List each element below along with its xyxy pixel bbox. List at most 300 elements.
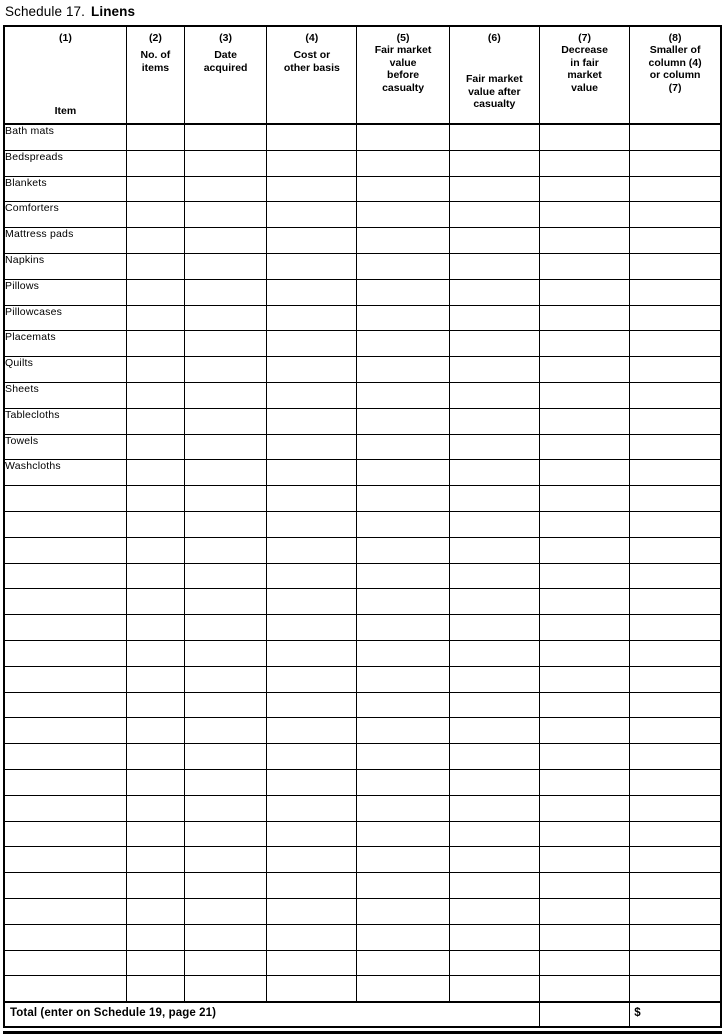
- value-cell-col7[interactable]: [539, 821, 629, 847]
- value-cell-col8[interactable]: [630, 795, 721, 821]
- value-cell-col3[interactable]: [184, 924, 266, 950]
- value-cell-col3[interactable]: [184, 176, 266, 202]
- value-cell-col6[interactable]: [449, 873, 539, 899]
- value-cell-col8[interactable]: [630, 511, 721, 537]
- value-cell-col6[interactable]: [449, 253, 539, 279]
- value-cell-col2[interactable]: [126, 744, 184, 770]
- value-cell-col2[interactable]: [126, 795, 184, 821]
- value-cell-col2[interactable]: [126, 486, 184, 512]
- column-header-6: [449, 26, 539, 124]
- table-row: [4, 202, 721, 228]
- value-cell-col5[interactable]: [357, 486, 449, 512]
- value-cell-col5[interactable]: [357, 253, 449, 279]
- value-cell-col3[interactable]: [184, 640, 266, 666]
- value-cell-col5[interactable]: [357, 821, 449, 847]
- value-cell-col7[interactable]: [539, 460, 629, 486]
- value-cell-col4[interactable]: [267, 692, 357, 718]
- value-cell-col4[interactable]: [267, 150, 357, 176]
- value-cell-col8[interactable]: [630, 176, 721, 202]
- value-cell-col2[interactable]: [126, 976, 184, 1002]
- value-cell-col7[interactable]: [539, 408, 629, 434]
- value-cell-col4[interactable]: [267, 950, 357, 976]
- value-cell-col2[interactable]: [126, 228, 184, 254]
- value-cell-col5[interactable]: [357, 847, 449, 873]
- value-cell-col3[interactable]: [184, 692, 266, 718]
- value-cell-col8[interactable]: [630, 124, 721, 150]
- value-cell-col7[interactable]: [539, 847, 629, 873]
- value-cell-col5[interactable]: [357, 124, 449, 150]
- value-cell-col8[interactable]: [630, 589, 721, 615]
- value-cell-col8[interactable]: [630, 924, 721, 950]
- value-cell-col2[interactable]: [126, 898, 184, 924]
- value-cell-col7[interactable]: [539, 279, 629, 305]
- value-cell-col8[interactable]: [630, 331, 721, 357]
- value-cell-col5[interactable]: [357, 718, 449, 744]
- value-cell-col7[interactable]: [539, 795, 629, 821]
- value-cell-col3[interactable]: [184, 124, 266, 150]
- value-cell-col6[interactable]: [449, 511, 539, 537]
- value-cell-col8[interactable]: [630, 873, 721, 899]
- value-cell-col5[interactable]: [357, 589, 449, 615]
- value-cell-col4[interactable]: [267, 331, 357, 357]
- value-cell-col4[interactable]: [267, 718, 357, 744]
- value-cell-col2[interactable]: [126, 408, 184, 434]
- item-cell[interactable]: [4, 795, 126, 821]
- value-cell-col7[interactable]: [539, 434, 629, 460]
- value-cell-col3[interactable]: [184, 382, 266, 408]
- value-cell-col6[interactable]: [449, 769, 539, 795]
- value-cell-col8[interactable]: [630, 460, 721, 486]
- value-cell-col2[interactable]: [126, 692, 184, 718]
- value-cell-col4[interactable]: [267, 537, 357, 563]
- column-label-2: No. of items: [140, 49, 171, 74]
- table-row: [4, 537, 721, 563]
- item-cell[interactable]: [4, 537, 126, 563]
- value-cell-col2[interactable]: [126, 202, 184, 228]
- value-cell-col4[interactable]: [267, 279, 357, 305]
- value-cell-col2[interactable]: [126, 847, 184, 873]
- value-cell-col4[interactable]: [267, 976, 357, 1002]
- value-cell-col7[interactable]: [539, 357, 629, 383]
- value-cell-col6[interactable]: [449, 124, 539, 150]
- value-cell-col3[interactable]: [184, 769, 266, 795]
- value-cell-col7[interactable]: [539, 511, 629, 537]
- value-cell-col5[interactable]: [357, 640, 449, 666]
- value-cell-col8[interactable]: [630, 847, 721, 873]
- value-cell-col3[interactable]: [184, 305, 266, 331]
- column-number-2: (2): [148, 32, 162, 44]
- value-cell-col2[interactable]: [126, 253, 184, 279]
- value-cell-col3[interactable]: [184, 202, 266, 228]
- value-cell-col5[interactable]: [357, 924, 449, 950]
- value-cell-col2[interactable]: [126, 460, 184, 486]
- value-cell-col2[interactable]: [126, 434, 184, 460]
- item-cell[interactable]: [4, 847, 126, 873]
- table-row: [4, 795, 721, 821]
- value-cell-col7[interactable]: [539, 718, 629, 744]
- value-cell-col4[interactable]: [267, 640, 357, 666]
- value-cell-col4[interactable]: [267, 769, 357, 795]
- value-cell-col3[interactable]: [184, 279, 266, 305]
- value-cell-col8[interactable]: [630, 976, 721, 1002]
- item-cell[interactable]: [4, 821, 126, 847]
- value-cell-col8[interactable]: [630, 898, 721, 924]
- value-cell-col6[interactable]: [449, 589, 539, 615]
- value-cell-col6[interactable]: [449, 666, 539, 692]
- value-cell-col8[interactable]: [630, 253, 721, 279]
- value-cell-col3[interactable]: [184, 795, 266, 821]
- currency-symbol: $: [634, 1007, 641, 1020]
- value-cell-col2[interactable]: [126, 821, 184, 847]
- value-cell-col3[interactable]: [184, 228, 266, 254]
- value-cell-col7[interactable]: [539, 150, 629, 176]
- total-blank-cell[interactable]: [539, 1002, 629, 1027]
- value-cell-col2[interactable]: [126, 769, 184, 795]
- value-cell-col7[interactable]: [539, 124, 629, 150]
- value-cell-col8[interactable]: [630, 486, 721, 512]
- item-cell[interactable]: [4, 563, 126, 589]
- value-cell-col7[interactable]: [539, 615, 629, 641]
- value-cell-col4[interactable]: [267, 357, 357, 383]
- value-cell-col3[interactable]: [184, 898, 266, 924]
- value-cell-col8[interactable]: [630, 666, 721, 692]
- item-cell[interactable]: [4, 769, 126, 795]
- item-cell[interactable]: [4, 511, 126, 537]
- value-cell-col6[interactable]: [449, 615, 539, 641]
- value-cell-col7[interactable]: [539, 176, 629, 202]
- value-cell-col8[interactable]: [630, 150, 721, 176]
- value-cell-col3[interactable]: [184, 253, 266, 279]
- value-cell-col7[interactable]: [539, 873, 629, 899]
- value-cell-col8[interactable]: [630, 279, 721, 305]
- value-cell-col3[interactable]: [184, 150, 266, 176]
- value-cell-col7[interactable]: [539, 331, 629, 357]
- value-cell-col8[interactable]: [630, 615, 721, 641]
- value-cell-col5[interactable]: [357, 769, 449, 795]
- value-cell-col7[interactable]: [539, 924, 629, 950]
- item-cell[interactable]: [4, 666, 126, 692]
- value-cell-col5[interactable]: [357, 898, 449, 924]
- value-cell-col2[interactable]: [126, 615, 184, 641]
- value-cell-col2[interactable]: [126, 124, 184, 150]
- value-cell-col5[interactable]: [357, 563, 449, 589]
- value-cell-col3[interactable]: [184, 331, 266, 357]
- value-cell-col7[interactable]: [539, 382, 629, 408]
- value-cell-col4[interactable]: [267, 228, 357, 254]
- value-cell-col7[interactable]: [539, 253, 629, 279]
- column-header-3: [184, 26, 266, 124]
- value-cell-col4[interactable]: [267, 124, 357, 150]
- value-cell-col8[interactable]: [630, 640, 721, 666]
- value-cell-col5[interactable]: [357, 950, 449, 976]
- table-row: [4, 847, 721, 873]
- item-cell[interactable]: Placemats: [4, 331, 126, 357]
- value-cell-col7[interactable]: [539, 305, 629, 331]
- value-cell-col4[interactable]: [267, 460, 357, 486]
- item-cell[interactable]: [4, 718, 126, 744]
- value-cell-col5[interactable]: [357, 279, 449, 305]
- item-cell[interactable]: Sheets: [4, 382, 126, 408]
- item-cell[interactable]: Quilts: [4, 357, 126, 383]
- item-cell[interactable]: Napkins: [4, 253, 126, 279]
- value-cell-col3[interactable]: [184, 976, 266, 1002]
- value-cell-col6[interactable]: [449, 202, 539, 228]
- value-cell-col3[interactable]: [184, 615, 266, 641]
- value-cell-col4[interactable]: [267, 434, 357, 460]
- value-cell-col3[interactable]: [184, 357, 266, 383]
- value-cell-col4[interactable]: [267, 847, 357, 873]
- item-cell[interactable]: [4, 640, 126, 666]
- item-cell[interactable]: Tablecloths: [4, 408, 126, 434]
- value-cell-col5[interactable]: [357, 537, 449, 563]
- value-cell-col5[interactable]: [357, 873, 449, 899]
- value-cell-col8[interactable]: [630, 692, 721, 718]
- value-cell-col3[interactable]: [184, 589, 266, 615]
- value-cell-col3[interactable]: [184, 511, 266, 537]
- item-cell[interactable]: [4, 924, 126, 950]
- value-cell-col2[interactable]: [126, 511, 184, 537]
- value-cell-col5[interactable]: [357, 228, 449, 254]
- value-cell-col6[interactable]: [449, 382, 539, 408]
- value-cell-col2[interactable]: [126, 924, 184, 950]
- value-cell-col6[interactable]: [449, 357, 539, 383]
- value-cell-col3[interactable]: [184, 821, 266, 847]
- value-cell-col6[interactable]: [449, 176, 539, 202]
- value-cell-col3[interactable]: [184, 434, 266, 460]
- item-cell[interactable]: Towels: [4, 434, 126, 460]
- table-row: [4, 589, 721, 615]
- value-cell-col8[interactable]: [630, 821, 721, 847]
- value-cell-col7[interactable]: [539, 976, 629, 1002]
- value-cell-col6[interactable]: [449, 795, 539, 821]
- item-cell[interactable]: [4, 692, 126, 718]
- value-cell-col4[interactable]: [267, 176, 357, 202]
- value-cell-col8[interactable]: [630, 744, 721, 770]
- value-cell-col2[interactable]: [126, 150, 184, 176]
- item-cell[interactable]: Pillows: [4, 279, 126, 305]
- value-cell-col2[interactable]: [126, 563, 184, 589]
- value-cell-col4[interactable]: [267, 486, 357, 512]
- value-cell-col2[interactable]: [126, 873, 184, 899]
- value-cell-col6[interactable]: [449, 640, 539, 666]
- header-row: [4, 26, 721, 124]
- column-label-3: Date acquired: [203, 49, 248, 74]
- value-cell-col2[interactable]: [126, 950, 184, 976]
- value-cell-col3[interactable]: [184, 718, 266, 744]
- table-row: [4, 460, 721, 486]
- value-cell-col4[interactable]: [267, 408, 357, 434]
- value-cell-col6[interactable]: [449, 460, 539, 486]
- value-cell-col6[interactable]: [449, 563, 539, 589]
- value-cell-col2[interactable]: [126, 176, 184, 202]
- value-cell-col7[interactable]: [539, 537, 629, 563]
- value-cell-col6[interactable]: [449, 950, 539, 976]
- value-cell-col2[interactable]: [126, 537, 184, 563]
- item-cell[interactable]: Mattress pads: [4, 228, 126, 254]
- value-cell-col6[interactable]: [449, 537, 539, 563]
- value-cell-col7[interactable]: [539, 563, 629, 589]
- item-cell[interactable]: Comforters: [4, 202, 126, 228]
- value-cell-col4[interactable]: [267, 873, 357, 899]
- value-cell-col5[interactable]: [357, 976, 449, 1002]
- value-cell-col8[interactable]: [630, 228, 721, 254]
- value-cell-col4[interactable]: [267, 202, 357, 228]
- value-cell-col4[interactable]: [267, 924, 357, 950]
- item-cell[interactable]: [4, 950, 126, 976]
- item-cell[interactable]: [4, 873, 126, 899]
- column-label-7: Decrease in fair market value: [561, 44, 608, 94]
- column-number-6: (6): [487, 32, 501, 44]
- value-cell-col2[interactable]: [126, 589, 184, 615]
- table-row: [4, 976, 721, 1002]
- value-cell-col5[interactable]: [357, 408, 449, 434]
- value-cell-col8[interactable]: [630, 563, 721, 589]
- value-cell-col8[interactable]: [630, 305, 721, 331]
- value-cell-col3[interactable]: [184, 563, 266, 589]
- value-cell-col6[interactable]: [449, 150, 539, 176]
- value-cell-col6[interactable]: [449, 331, 539, 357]
- item-cell[interactable]: [4, 744, 126, 770]
- value-cell-col5[interactable]: [357, 305, 449, 331]
- table-row: [4, 486, 721, 512]
- value-cell-col4[interactable]: [267, 305, 357, 331]
- column-label-4: Cost or other basis: [283, 49, 340, 74]
- value-cell-col3[interactable]: [184, 408, 266, 434]
- value-cell-col6[interactable]: [449, 744, 539, 770]
- value-cell-col7[interactable]: [539, 666, 629, 692]
- value-cell-col4[interactable]: [267, 795, 357, 821]
- value-cell-col6[interactable]: [449, 434, 539, 460]
- value-cell-col5[interactable]: [357, 176, 449, 202]
- table-row: [4, 950, 721, 976]
- total-label: Total (enter on Schedule 19, page 21): [10, 1007, 217, 1020]
- value-cell-col4[interactable]: [267, 821, 357, 847]
- value-cell-col5[interactable]: [357, 460, 449, 486]
- value-cell-col6[interactable]: [449, 847, 539, 873]
- total-amount-cell[interactable]: [630, 1002, 721, 1027]
- value-cell-col7[interactable]: [539, 228, 629, 254]
- column-label-5: Fair market value before casualty: [374, 44, 432, 94]
- item-cell[interactable]: Pillowcases: [4, 305, 126, 331]
- value-cell-col7[interactable]: [539, 589, 629, 615]
- value-cell-col5[interactable]: [357, 331, 449, 357]
- value-cell-col3[interactable]: [184, 950, 266, 976]
- value-cell-col4[interactable]: [267, 898, 357, 924]
- value-cell-col4[interactable]: [267, 615, 357, 641]
- value-cell-col6[interactable]: [449, 486, 539, 512]
- value-cell-col8[interactable]: [630, 408, 721, 434]
- item-cell[interactable]: [4, 589, 126, 615]
- value-cell-col5[interactable]: [357, 795, 449, 821]
- value-cell-col3[interactable]: [184, 460, 266, 486]
- value-cell-col7[interactable]: [539, 744, 629, 770]
- value-cell-col6[interactable]: [449, 692, 539, 718]
- value-cell-col3[interactable]: [184, 537, 266, 563]
- value-cell-col4[interactable]: [267, 253, 357, 279]
- value-cell-col7[interactable]: [539, 202, 629, 228]
- total-row: [4, 1002, 721, 1027]
- value-cell-col8[interactable]: [630, 382, 721, 408]
- value-cell-col2[interactable]: [126, 305, 184, 331]
- value-cell-col4[interactable]: [267, 744, 357, 770]
- column-number-3: (3): [219, 32, 233, 44]
- value-cell-col8[interactable]: [630, 537, 721, 563]
- value-cell-col4[interactable]: [267, 563, 357, 589]
- value-cell-col6[interactable]: [449, 305, 539, 331]
- value-cell-col6[interactable]: [449, 718, 539, 744]
- value-cell-col8[interactable]: [630, 718, 721, 744]
- value-cell-col3[interactable]: [184, 666, 266, 692]
- value-cell-col6[interactable]: [449, 279, 539, 305]
- value-cell-col3[interactable]: [184, 847, 266, 873]
- value-cell-col5[interactable]: [357, 666, 449, 692]
- value-cell-col7[interactable]: [539, 950, 629, 976]
- value-cell-col6[interactable]: [449, 228, 539, 254]
- item-cell[interactable]: [4, 486, 126, 512]
- value-cell-col4[interactable]: [267, 382, 357, 408]
- item-cell[interactable]: [4, 898, 126, 924]
- table-row: [4, 279, 721, 305]
- value-cell-col2[interactable]: [126, 279, 184, 305]
- value-cell-col5[interactable]: [357, 511, 449, 537]
- value-cell-col6[interactable]: [449, 924, 539, 950]
- value-cell-col5[interactable]: [357, 615, 449, 641]
- value-cell-col7[interactable]: [539, 692, 629, 718]
- item-cell[interactable]: [4, 976, 126, 1002]
- value-cell-col7[interactable]: [539, 898, 629, 924]
- value-cell-col3[interactable]: [184, 486, 266, 512]
- value-cell-col5[interactable]: [357, 202, 449, 228]
- value-cell-col6[interactable]: [449, 408, 539, 434]
- table-row: [4, 305, 721, 331]
- value-cell-col5[interactable]: [357, 357, 449, 383]
- value-cell-col7[interactable]: [539, 640, 629, 666]
- value-cell-col8[interactable]: [630, 950, 721, 976]
- item-cell[interactable]: [4, 615, 126, 641]
- value-cell-col5[interactable]: [357, 744, 449, 770]
- value-cell-col5[interactable]: [357, 150, 449, 176]
- item-cell[interactable]: Bath mats: [4, 124, 126, 150]
- value-cell-col8[interactable]: [630, 357, 721, 383]
- value-cell-col6[interactable]: [449, 898, 539, 924]
- value-cell-col8[interactable]: [630, 202, 721, 228]
- value-cell-col8[interactable]: [630, 769, 721, 795]
- value-cell-col2[interactable]: [126, 666, 184, 692]
- value-cell-col8[interactable]: [630, 434, 721, 460]
- value-cell-col4[interactable]: [267, 589, 357, 615]
- value-cell-col5[interactable]: [357, 692, 449, 718]
- value-cell-col7[interactable]: [539, 486, 629, 512]
- value-cell-col2[interactable]: [126, 718, 184, 744]
- value-cell-col7[interactable]: [539, 769, 629, 795]
- value-cell-col6[interactable]: [449, 976, 539, 1002]
- value-cell-col6[interactable]: [449, 821, 539, 847]
- item-cell[interactable]: Bedspreads: [4, 150, 126, 176]
- value-cell-col2[interactable]: [126, 331, 184, 357]
- value-cell-col2[interactable]: [126, 357, 184, 383]
- table-row: [4, 640, 721, 666]
- value-cell-col3[interactable]: [184, 873, 266, 899]
- value-cell-col5[interactable]: [357, 382, 449, 408]
- value-cell-col3[interactable]: [184, 744, 266, 770]
- value-cell-col5[interactable]: [357, 434, 449, 460]
- value-cell-col2[interactable]: [126, 640, 184, 666]
- item-cell[interactable]: Blankets: [4, 176, 126, 202]
- value-cell-col2[interactable]: [126, 382, 184, 408]
- value-cell-col4[interactable]: [267, 666, 357, 692]
- item-cell[interactable]: Washcloths: [4, 460, 126, 486]
- value-cell-col4[interactable]: [267, 511, 357, 537]
